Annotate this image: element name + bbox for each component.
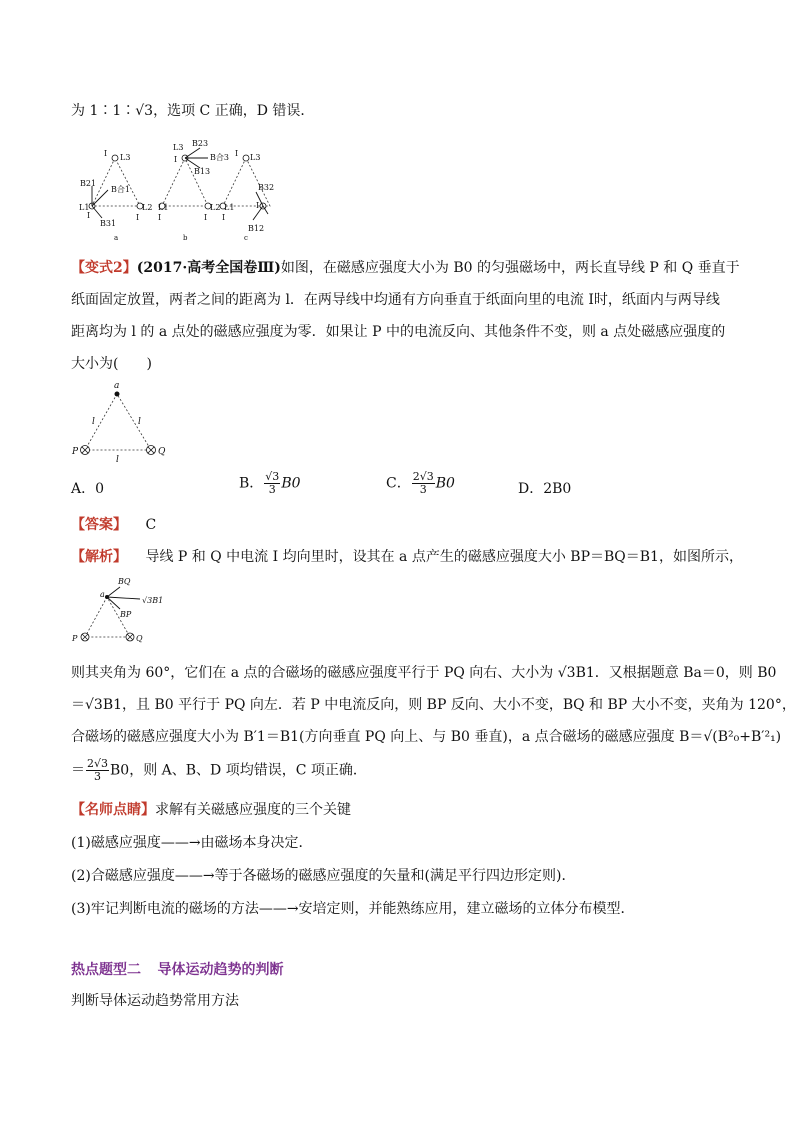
analysis-text-3: ＝√3B1，且 B0 平行于 PQ 向左．若 P 中电流反向，则 BP 反向、大小不变，BQ 和 BP 大小不变，夹角为 120°， <box>71 697 796 713</box>
answer-line <box>71 515 156 535</box>
analysis-text-4: 合磁场的磁感应强度大小为 B′1＝B1(方向垂直 PQ 向上、与 B0 垂直)，a 点合磁场的磁感应强度 B＝√(B²₀+B′²₁) <box>71 729 782 745</box>
analysis-text-1: 导线 P 和 Q 中电流 I 均向里时，设其在 a 点产生的磁感应强度大小 BP＝BQ＝B1，如图所示， <box>145 549 743 565</box>
fig-caption-c: c <box>244 234 248 242</box>
fig-caption-b: b <box>183 234 188 242</box>
svg-text:L1: L1 <box>224 203 235 212</box>
svg-text:BP: BP <box>120 610 132 619</box>
svg-text:L3: L3 <box>120 153 131 162</box>
svg-text:B31: B31 <box>100 219 117 228</box>
svg-text:B合1: B合1 <box>111 185 130 194</box>
svg-text:B23: B23 <box>192 139 209 148</box>
section-label: 热点题型二 <box>71 962 141 978</box>
variant-source: (2017·高考全国卷Ⅲ) <box>136 260 281 276</box>
variant-line-1 <box>71 258 740 278</box>
variant-text-2: 纸面固定放置，两者之间的距离为 l．在两导线中均通有方向垂直于纸面向里的电流 I时，纸面内与两导线 <box>71 292 720 308</box>
svg-text:P: P <box>72 634 78 643</box>
svg-text:I: I <box>136 213 140 222</box>
svg-text:B21: B21 <box>80 179 97 188</box>
tips-tag: 【名师点睛】 <box>71 802 155 818</box>
analysis-line-4 <box>71 727 781 747</box>
svg-text:L1: L1 <box>158 203 169 212</box>
section-heading <box>71 960 283 980</box>
option-c-den: 3 <box>419 483 427 496</box>
analysis-text-5: B0，则 A、B、D 项均错误，C 项正确． <box>110 762 367 779</box>
tips-item-1 <box>71 833 313 853</box>
analysis-frac-num: 2√3 <box>87 757 109 770</box>
option-c-fraction <box>412 471 435 496</box>
variant-text-4: 大小为( ) <box>71 356 152 372</box>
section-title: 导体运动趋势的判断 <box>157 962 284 978</box>
option-a-text: A．0 <box>71 481 105 497</box>
svg-text:I: I <box>256 201 260 210</box>
analysis-tag: 【解析】 <box>71 549 127 565</box>
svg-text:B32: B32 <box>258 183 275 192</box>
analysis-frac-den: 3 <box>94 770 101 783</box>
option-a <box>71 479 104 499</box>
tips-item-2 <box>71 866 575 886</box>
option-b-label: B． <box>239 475 264 492</box>
fig2-label-a: a <box>114 381 120 391</box>
analysis-text-2: 则其夹角为 60°，它们在 a 点的合磁场的磁感应强度平行于 PQ 向右、大小为 √3B1．又根据题意 Ba＝0，则 B0 <box>71 665 777 681</box>
svg-text:L2: L2 <box>142 203 153 212</box>
svg-text:Q: Q <box>158 447 166 457</box>
svg-text:√3B1: √3B1 <box>142 596 164 605</box>
intro-text: 为 1∶1∶√3，选项 C 正确，D 错误． <box>71 103 315 119</box>
fig-caption-a: a <box>114 234 119 242</box>
analysis-line-2 <box>71 663 776 683</box>
svg-text:I: I <box>204 213 208 222</box>
variant-line-4 <box>71 354 152 374</box>
svg-text:I: I <box>158 213 162 222</box>
svg-text:I: I <box>222 213 226 222</box>
svg-text:l: l <box>138 417 141 427</box>
option-b-num: √3 <box>265 470 280 483</box>
option-c <box>386 471 455 496</box>
analysis-line-3 <box>71 695 796 715</box>
variant-tag: 【变式2】 <box>71 260 137 276</box>
tips-item-3-text: (3)牢记判断电流的磁场的方法——→安培定则，并能熟练应用，建立磁场的立体分布模型． <box>71 901 635 917</box>
option-c-tail: B0 <box>435 475 455 492</box>
option-b-fraction <box>264 471 280 496</box>
tips-item-3 <box>71 899 635 919</box>
variant-text-1: 如图，在磁感应强度大小为 B0 的匀强磁场中，两长直导线 P 和 Q 垂直于 <box>280 260 740 276</box>
option-b <box>239 471 301 496</box>
figure-vector-diagram <box>72 575 172 647</box>
svg-text:B12: B12 <box>248 224 265 233</box>
analysis-fraction <box>86 758 109 783</box>
option-c-label: C． <box>386 475 411 492</box>
tips-heading <box>71 800 351 820</box>
option-b-den: 3 <box>268 483 276 496</box>
answer-value: C <box>145 517 157 533</box>
svg-text:L3: L3 <box>173 143 184 152</box>
svg-text:L3: L3 <box>250 153 261 162</box>
variant-line-3 <box>71 322 725 342</box>
svg-text:P: P <box>72 447 79 457</box>
tips-title: 求解有关磁感应强度的三个关键 <box>155 802 351 818</box>
svg-text:I: I <box>235 149 239 158</box>
svg-text:Q: Q <box>136 634 143 643</box>
option-d-text: D．2B0 <box>518 481 572 497</box>
tips-item-2-text: (2)合磁感应强度——→等于各磁场的磁感应强度的矢量和(满足平行四边形定则)． <box>71 868 576 884</box>
section-intro <box>71 991 239 1011</box>
svg-text:I: I <box>104 149 108 158</box>
svg-text:B合3: B合3 <box>210 153 229 162</box>
option-d <box>518 479 571 499</box>
svg-text:L1: L1 <box>79 203 90 212</box>
svg-text:BQ: BQ <box>118 577 131 586</box>
variant-line-2 <box>71 290 720 310</box>
svg-text:L2: L2 <box>210 203 221 212</box>
option-c-num: 2√3 <box>412 470 434 483</box>
analysis-line-5: ＝ $\frac{2√3}{3}$ B0，则 A、B、D 项均错误，C 项正确． <box>71 757 367 783</box>
svg-text:I: I <box>87 211 91 220</box>
svg-text:l: l <box>92 417 95 427</box>
analysis-line-1 <box>71 547 743 567</box>
answer-tag: 【答案】 <box>71 517 127 533</box>
svg-text:a: a <box>100 590 105 599</box>
section-intro-text: 判断导体运动趋势常用方法 <box>71 993 239 1009</box>
variant-text-3: 距离均为 l 的 a 点处的磁感应强度为零．如果让 P 中的电流反向、其他条件不变，则 a 点处磁感应强度的 <box>71 324 726 340</box>
svg-text:I: I <box>174 155 178 164</box>
figure-pq-triangle <box>72 380 172 465</box>
svg-text:B13: B13 <box>194 167 211 176</box>
tips-item-1-text: (1)磁感应强度——→由磁场本身决定． <box>71 835 313 851</box>
figure-three-triangles <box>78 138 275 246</box>
intro-line <box>71 101 314 121</box>
svg-text:l: l <box>116 455 119 465</box>
option-b-tail: B0 <box>281 475 301 492</box>
